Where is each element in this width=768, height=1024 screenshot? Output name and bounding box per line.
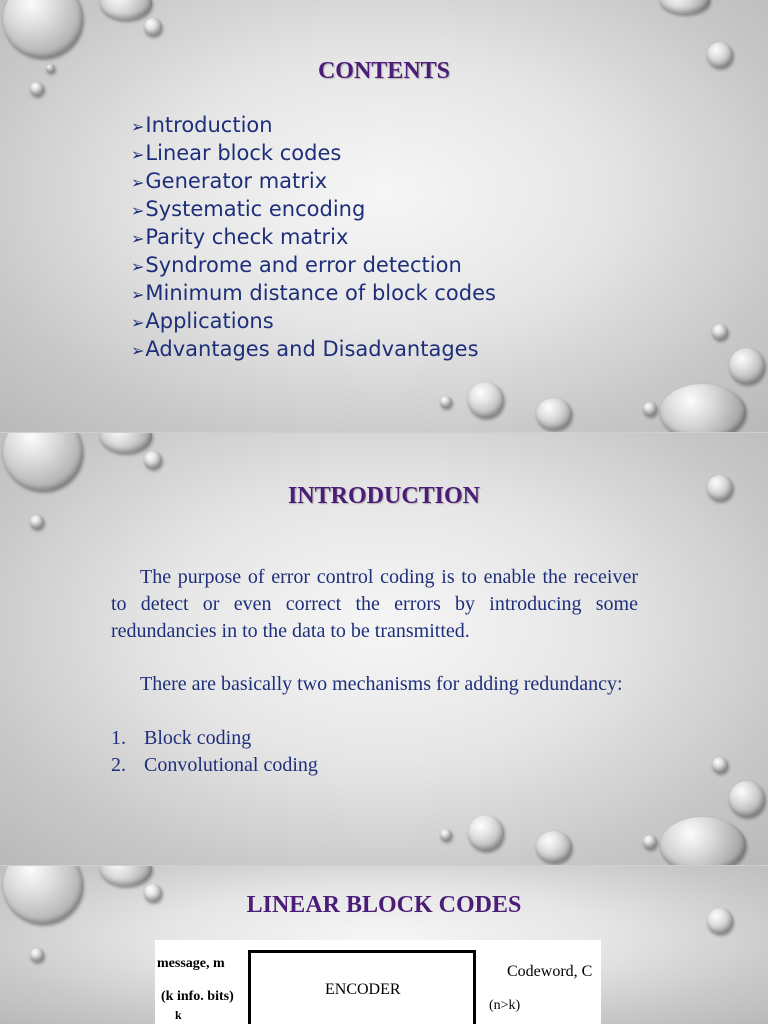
arrow-bullet-icon: ➢ — [131, 229, 145, 248]
contents-item: ➢Introduction — [131, 113, 273, 137]
water-drop — [729, 348, 765, 384]
contents-item: ➢Advantages and Disadvantages — [131, 337, 479, 361]
arrow-bullet-icon: ➢ — [131, 117, 145, 136]
k-label: k — [175, 1008, 182, 1022]
water-drop — [643, 402, 657, 416]
water-drop — [144, 18, 162, 36]
list-item: 2. Convolutional coding — [111, 754, 318, 776]
encoder-label: ENCODER — [325, 981, 401, 998]
n-gt-k-label: (n>k) — [489, 998, 521, 1013]
water-drop — [536, 831, 572, 863]
slide-title: INTRODUCTION — [287, 483, 481, 509]
redundancy-paragraph: There are basically two mechanisms for adding redundancy: — [140, 673, 623, 695]
arrow-bullet-icon: ➢ — [131, 313, 145, 332]
info-bits-label: (k info. bits) — [161, 989, 234, 1004]
slide-title: LINEAR BLOCK CODES — [246, 892, 522, 918]
arrow-bullet-icon: ➢ — [131, 173, 145, 192]
contents-item: ➢Minimum distance of block codes — [131, 281, 496, 305]
contents-item: ➢Parity check matrix — [131, 225, 349, 249]
water-drop — [468, 815, 504, 851]
intro-paragraph: The purpose of error control coding is to enable the receiver to detect or even correct the errors by introducing some redundancies in to the data to be transmitted. — [111, 566, 638, 642]
water-drop — [144, 451, 162, 469]
water-drop — [30, 515, 44, 529]
slide-introduction — [0, 433, 768, 865]
contents-list — [131, 112, 496, 364]
slide-contents — [0, 0, 768, 432]
water-drop — [440, 829, 452, 841]
water-drop — [100, 0, 152, 20]
water-drop — [100, 433, 152, 453]
contents-item: ➢Systematic encoding — [131, 197, 366, 221]
water-drop — [660, 384, 746, 432]
water-drop — [643, 835, 657, 849]
contents-item: ➢Syndrome and error detection — [131, 253, 462, 277]
arrow-bullet-icon: ➢ — [131, 201, 145, 220]
water-drop — [660, 817, 746, 865]
water-drop — [660, 0, 710, 14]
codeword-label: Codeword, C — [507, 963, 593, 980]
list-item: 1. Block coding — [111, 727, 252, 749]
arrow-bullet-icon: ➢ — [131, 285, 145, 304]
water-drop — [100, 866, 152, 886]
water-drop — [3, 0, 83, 58]
slide-title: CONTENTS — [317, 58, 451, 84]
water-drop — [536, 398, 572, 430]
contents-item: ➢Linear block codes — [131, 141, 342, 165]
arrow-bullet-icon: ➢ — [131, 341, 145, 360]
arrow-bullet-icon: ➢ — [131, 257, 145, 276]
encoder-diagram — [155, 940, 601, 1024]
arrow-bullet-icon: ➢ — [131, 145, 145, 164]
message-label: message, m — [157, 956, 225, 971]
water-drop — [712, 757, 728, 773]
water-drop — [729, 781, 765, 817]
contents-item: ➢Generator matrix — [131, 169, 328, 193]
slide-linear-block-codes — [0, 866, 768, 1024]
contents-item: ➢Applications — [131, 309, 274, 333]
water-drop — [440, 396, 452, 408]
water-drop — [712, 324, 728, 340]
water-drop — [468, 382, 504, 418]
water-drop — [30, 948, 44, 962]
mechanism-list — [111, 725, 318, 779]
